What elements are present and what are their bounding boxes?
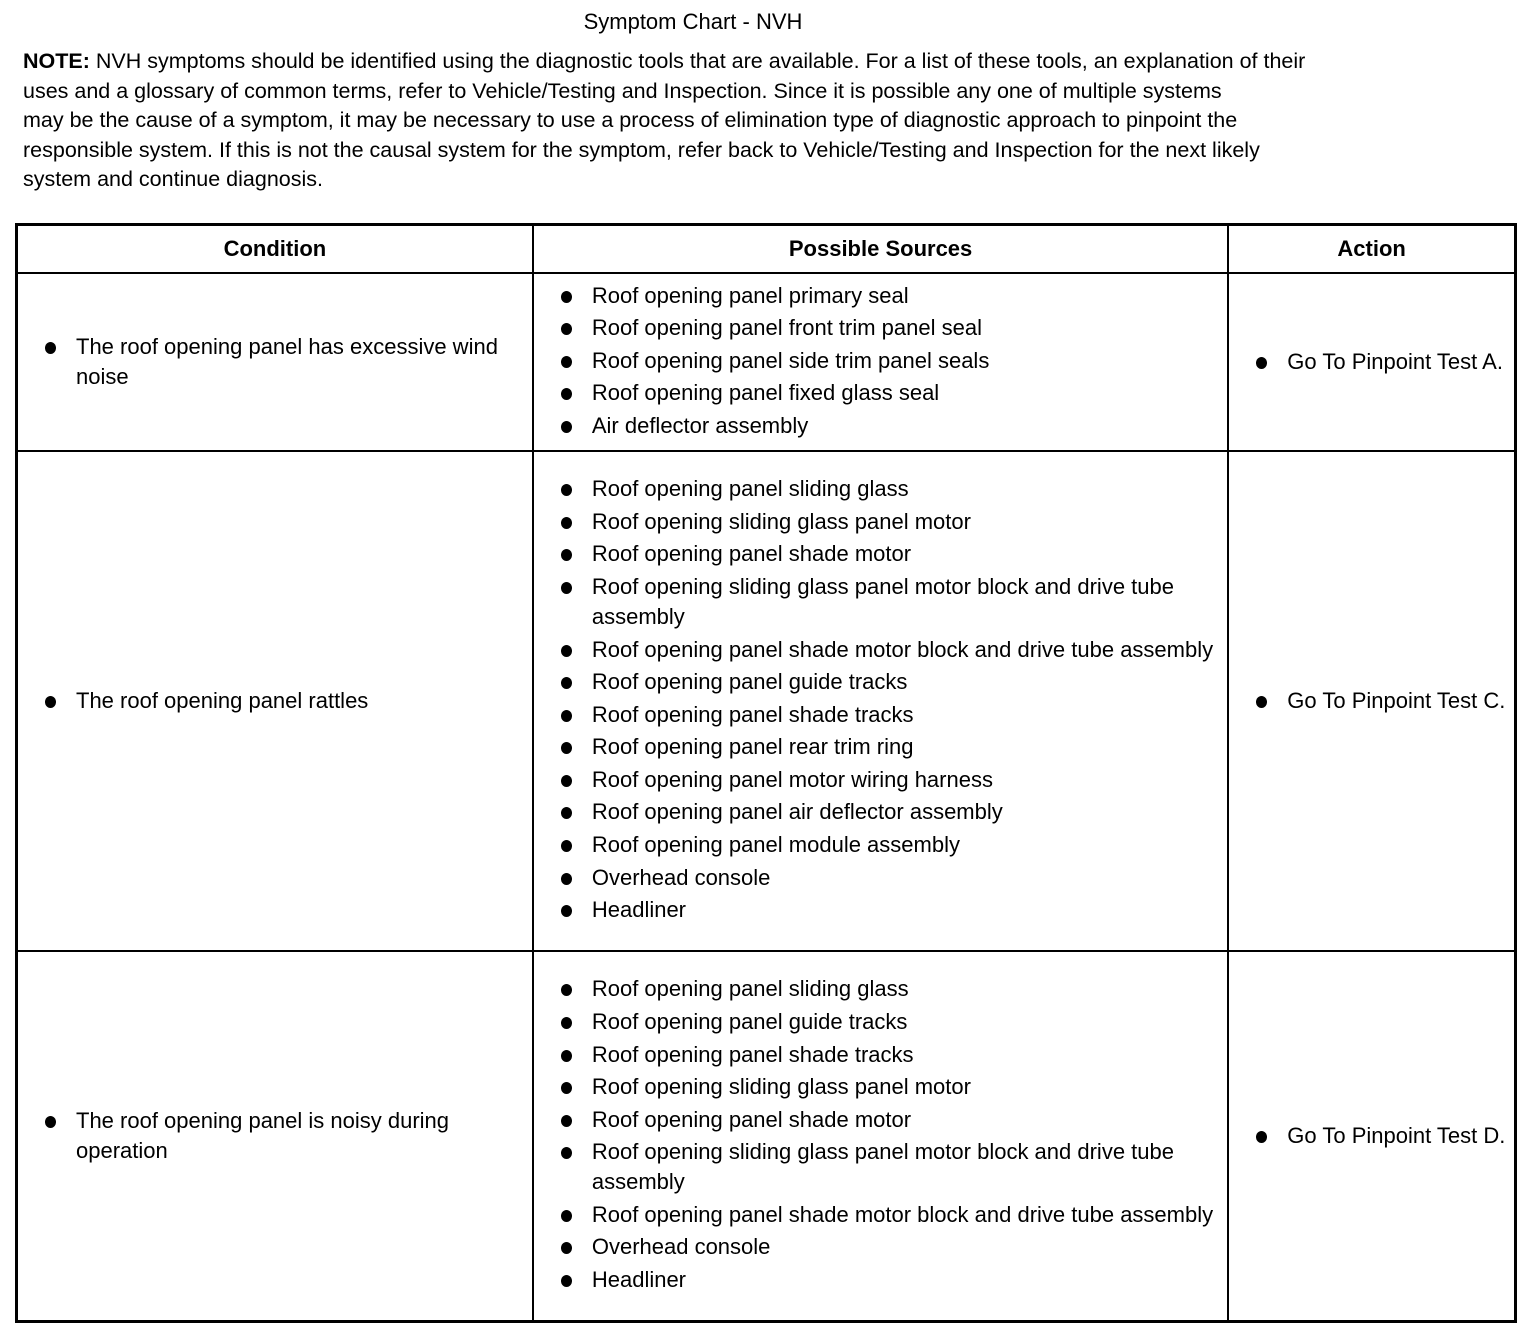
source-text: Overhead console (591, 864, 771, 890)
bullet-icon (561, 1050, 572, 1062)
source-item (534, 539, 1227, 569)
source-text: Roof opening panel shade tracks (591, 701, 914, 727)
bullet-icon (561, 517, 572, 529)
bullet-icon (561, 549, 572, 561)
bullet-icon (561, 807, 572, 819)
table-header-row (17, 225, 1516, 274)
source-item (534, 1007, 1227, 1037)
action-cell (1228, 273, 1515, 451)
condition-cell (17, 273, 533, 451)
source-text: Overhead console (591, 1234, 771, 1260)
source-text: Roof opening panel fixed glass seal (591, 380, 940, 406)
header-action: Action (1228, 225, 1515, 274)
source-item (534, 346, 1227, 376)
source-item (534, 1232, 1227, 1262)
table-row (17, 951, 1516, 1322)
table-row (17, 451, 1516, 951)
bullet-icon (1256, 357, 1267, 369)
source-item (534, 895, 1227, 925)
bullet-icon (561, 873, 572, 885)
page-title: Symptom Chart - NVH (583, 9, 803, 34)
bullet-icon (1256, 696, 1267, 708)
source-text: Air deflector assembly (591, 412, 809, 438)
source-item (534, 765, 1227, 795)
source-text: Roof opening panel motor wiring harness (591, 766, 993, 792)
source-item (534, 732, 1227, 762)
bullet-icon (561, 356, 572, 368)
bullet-icon (45, 1116, 56, 1128)
bullet-icon (561, 645, 572, 657)
note-line: responsible system. If this is not the causal system for the symptom, refer back to Vehicle/Testing and Inspection for the next likely (23, 137, 1260, 162)
source-text: Roof opening panel sliding glass (591, 976, 909, 1002)
action-item (1229, 347, 1514, 377)
bullet-icon (561, 1147, 572, 1159)
source-text: Roof opening panel module assembly (591, 832, 960, 858)
condition-item (18, 1106, 532, 1166)
source-text: Roof opening panel primary seal (591, 282, 909, 308)
source-text: Headliner (591, 897, 687, 923)
source-item (534, 863, 1227, 893)
source-text: Roof opening panel guide tracks (591, 669, 908, 695)
source-item (534, 1072, 1227, 1102)
bullet-icon (561, 323, 572, 335)
table-row (17, 273, 1516, 451)
bullet-icon (561, 1115, 572, 1127)
action-cell (1228, 451, 1515, 951)
bullet-icon (561, 1242, 572, 1254)
source-text: Roof opening sliding glass panel motor block and drive tube assembly (591, 1139, 1174, 1195)
bullet-icon (561, 421, 572, 433)
source-item (534, 474, 1227, 504)
bullet-icon (561, 1082, 572, 1094)
source-text: Roof opening panel shade motor block and drive tube assembly (591, 1201, 1214, 1227)
action-item (1229, 686, 1514, 716)
note-paragraph (23, 47, 1518, 195)
source-item (534, 281, 1227, 311)
header-possible-sources: Possible Sources (533, 225, 1228, 274)
source-text: Roof opening panel air deflector assembly (591, 799, 1003, 825)
bullet-icon (561, 775, 572, 787)
condition-cell (17, 451, 533, 951)
condition-cell (17, 951, 533, 1322)
source-text: Roof opening sliding glass panel motor block and drive tube assembly (591, 573, 1174, 629)
bullet-icon (45, 342, 56, 354)
bullet-icon (561, 1275, 572, 1287)
source-item (534, 667, 1227, 697)
bullet-icon (561, 677, 572, 689)
source-text: Roof opening sliding glass panel motor (591, 1074, 971, 1100)
condition-text: The roof opening panel is noisy during operation (76, 1108, 450, 1163)
source-text: Roof opening panel shade motor (591, 541, 912, 567)
pinpoint-test-d-link: Go To Pinpoint Test D. (1287, 1123, 1506, 1148)
source-item (534, 1200, 1227, 1230)
note-line: uses and a glossary of common terms, refer to Vehicle/Testing and Inspection. Since it is possible any one of multiple systems (23, 78, 1222, 103)
source-item (534, 635, 1227, 665)
note-line: may be the cause of a symptom, it may be necessary to use a process of elimination type of diagnostic approach to pinpoint the (23, 108, 1238, 132)
source-item (534, 378, 1227, 408)
bullet-icon (561, 905, 572, 917)
source-item (534, 507, 1227, 537)
symptom-table (15, 223, 1517, 1323)
source-text: Roof opening panel rear trim ring (591, 734, 914, 760)
source-item (534, 1105, 1227, 1135)
source-text: Roof opening panel sliding glass (591, 476, 909, 502)
bullet-icon (561, 742, 572, 754)
note-line (23, 47, 1518, 77)
sources-cell (533, 951, 1228, 1322)
pinpoint-test-c-link: Go To Pinpoint Test C. (1287, 688, 1506, 713)
action-item (1229, 1121, 1514, 1151)
source-item (534, 700, 1227, 730)
header-condition: Condition (17, 225, 533, 274)
bullet-icon (561, 1210, 572, 1222)
note-line: system and continue diagnosis. (23, 167, 323, 191)
source-item (534, 974, 1227, 1004)
source-item (534, 1137, 1227, 1197)
action-cell (1228, 951, 1515, 1322)
bullet-icon (1256, 1131, 1267, 1143)
source-item (534, 572, 1227, 632)
source-text: Roof opening sliding glass panel motor (591, 508, 971, 534)
bullet-icon (561, 840, 572, 852)
source-text: Roof opening panel front trim panel seal (591, 315, 982, 341)
condition-item (18, 332, 532, 392)
source-text: Roof opening panel shade tracks (591, 1041, 914, 1067)
sources-cell (533, 273, 1228, 451)
source-item (534, 313, 1227, 343)
bullet-icon (561, 1017, 572, 1029)
source-item (534, 411, 1227, 441)
bullet-icon (561, 291, 572, 303)
bullet-icon (561, 710, 572, 722)
source-item (534, 797, 1227, 827)
source-item (534, 1265, 1227, 1295)
note-label: NOTE: (23, 49, 90, 73)
source-text: Roof opening panel guide tracks (591, 1008, 908, 1034)
source-text: Headliner (591, 1267, 687, 1293)
condition-text: The roof opening panel has excessive wind noise (76, 334, 498, 389)
note-text: NVH symptoms should be identified using the diagnostic tools that are available. For a list of these tools, an explanation of their (89, 49, 1306, 73)
bullet-icon (561, 984, 572, 996)
source-item (534, 1040, 1227, 1070)
condition-text: The roof opening panel rattles (76, 688, 369, 713)
bullet-icon (561, 484, 572, 496)
source-item (534, 830, 1227, 860)
bullet-icon (45, 696, 56, 708)
source-text: Roof opening panel shade motor (591, 1106, 912, 1132)
bullet-icon (561, 388, 572, 400)
bullet-icon (561, 582, 572, 594)
condition-item (18, 686, 532, 716)
source-text: Roof opening panel side trim panel seals (591, 347, 990, 373)
sources-cell (533, 451, 1228, 951)
pinpoint-test-a-link: Go To Pinpoint Test A. (1287, 349, 1503, 374)
source-text: Roof opening panel shade motor block and drive tube assembly (591, 636, 1214, 662)
